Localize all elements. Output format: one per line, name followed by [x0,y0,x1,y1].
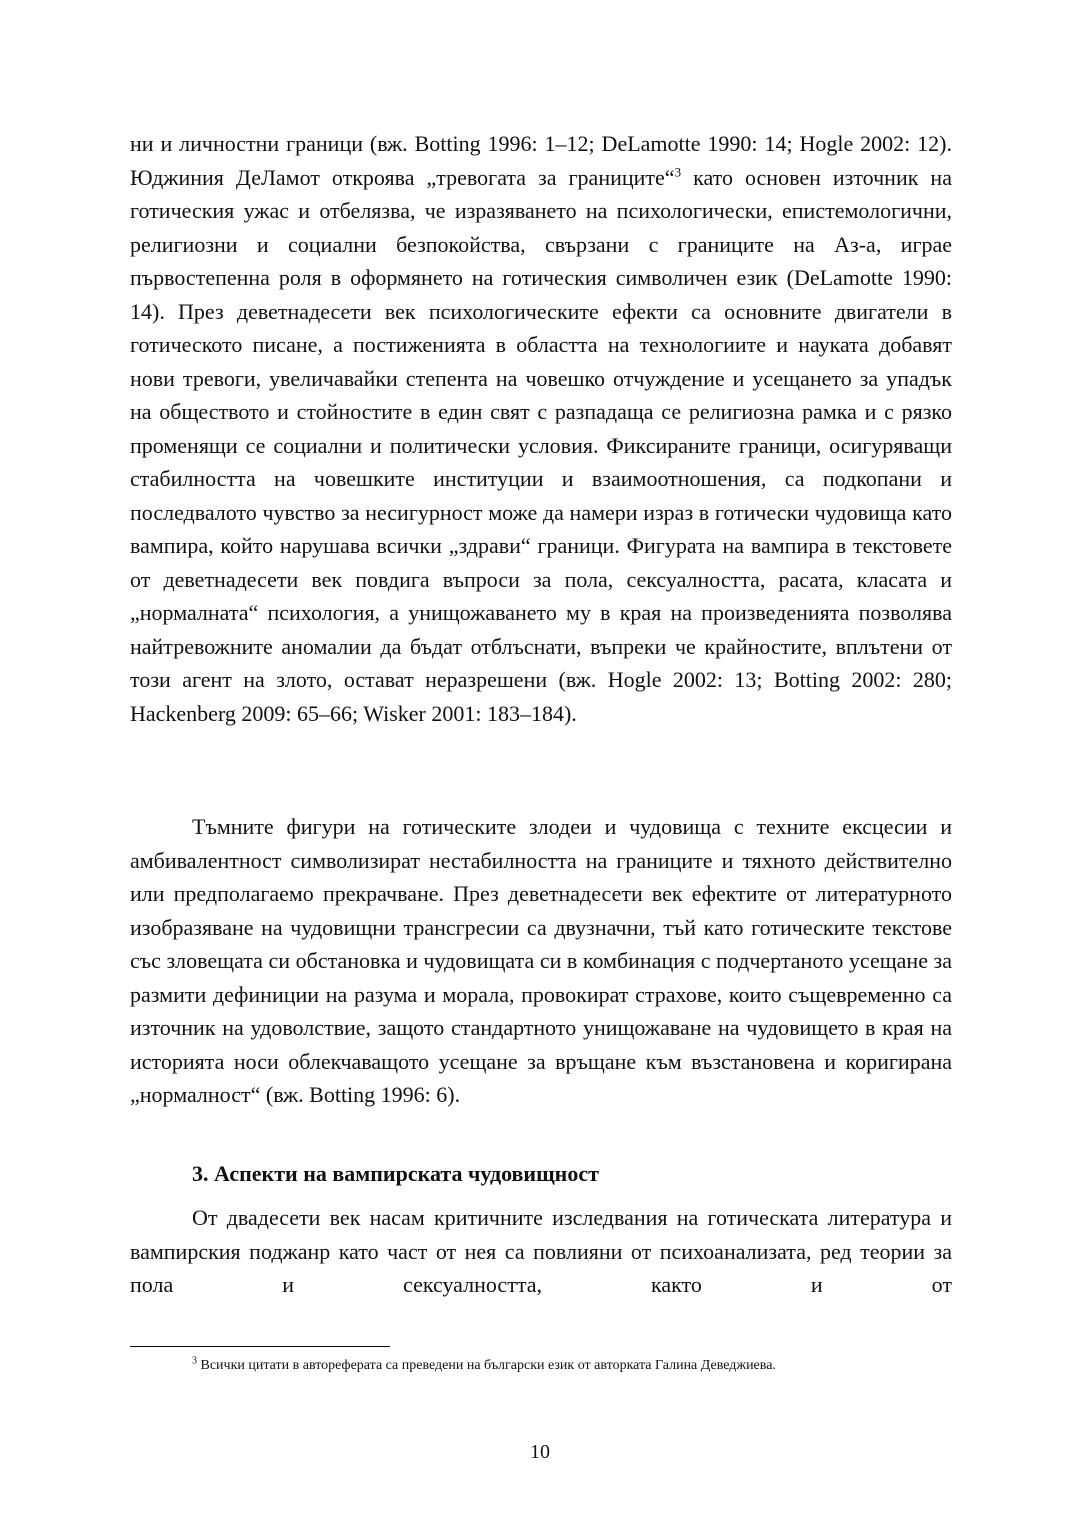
paragraph-1-text-end: като основен източник на готическия ужас и отбелязва, че изразяването на психологически, епистемологични, религиозни и социални безпокойства, свързани с границите на Аз-а, играе първостепенна роля в оформянето на готическия символичен език (DeLamotte 1990: 14). През деветнадесети век психологическите ефекти са основните двигатели в готическото писане, а постиженията в областта на технологиите и науката добавят нови тревоги, увеличавайки степента на човешко отчуждение и усещането за упадък на обществото и стойностите в един свят с разпадаща се религиозна рамка и с рязко променящи се социални и политически условия. Фиксираните граници, осигуряващи стабилността на човешките институции и взаимоотношения, са подкопани и последвалото чувство за несигурност може да намери израз в готически чудовища като вампира, който нарушава всички „здрави“ граници. Фигурата на вампира в текстовете от деветнадесети век повдига въпроси за пола, сексуалността, расата, класата и „нормалната“ психология, а унищожаването му в края на произведенията позволява найтревожните аномалии да бъдат отблъснати, въпреки че крайностите, вплътени от този агент на злото, остават неразрешени (вж. Hogle 2002: 13; Botting 2002: 280; Hackenberg 2009: 65–66; Wisker 2001: 183–184). [130,164,952,726]
body-paragraph-1 [130,127,952,730]
footnote [130,1355,952,1376]
footnote-text: Всички цитати в автореферата са преведени на български език от авторката Галина Деведжиева. [197,1358,776,1373]
page-number: 10 [530,1441,550,1463]
body-paragraph-2: Тъмните фигури на готическите злодеи и чудовища с техните ексцесии и амбивалентност символизират нестабилността на границите и тяхното действително или предполагаемо прекрачване. През деветнадесети век ефектите от литературното изобразяване на чудовищни трансгресии са двузначни, тъй като готическите текстове със зловещата си обстановка и чудовищата си в комбинация с подчертаното усещане за размити дефиниции на разума и морала, провокират страхове, които същевременно са източник на удоволствие, защото стандартното унищожаване на чудовището в края на историята носи облекчаващото усещане за връщане към възстановена и коригирана „нормалност“ (вж. Botting 1996: 6). [130,814,952,1107]
footnote-number: 3 [192,1355,197,1367]
section-heading: 3. Аспекти на вампирската чудовищност [192,1161,599,1186]
body-paragraph-3: От двадесети век насам критичните изследвания на готическата литература и вампирския поджанр като част от нея са повлияни от психоанализата, ред теории за пола и сексуалността, както и от [130,1205,952,1297]
paragraph-1-text-start: ни и личностни граници (вж. Botting 1996: 1–12; DeLamotte 1990: 14; Hogle 2002: 12). Юджиния ДеЛамот откроява „тревогата за границите“ [130,131,952,190]
footnote-reference[interactable]: 3 [674,164,682,180]
footnote-divider [130,1346,390,1347]
